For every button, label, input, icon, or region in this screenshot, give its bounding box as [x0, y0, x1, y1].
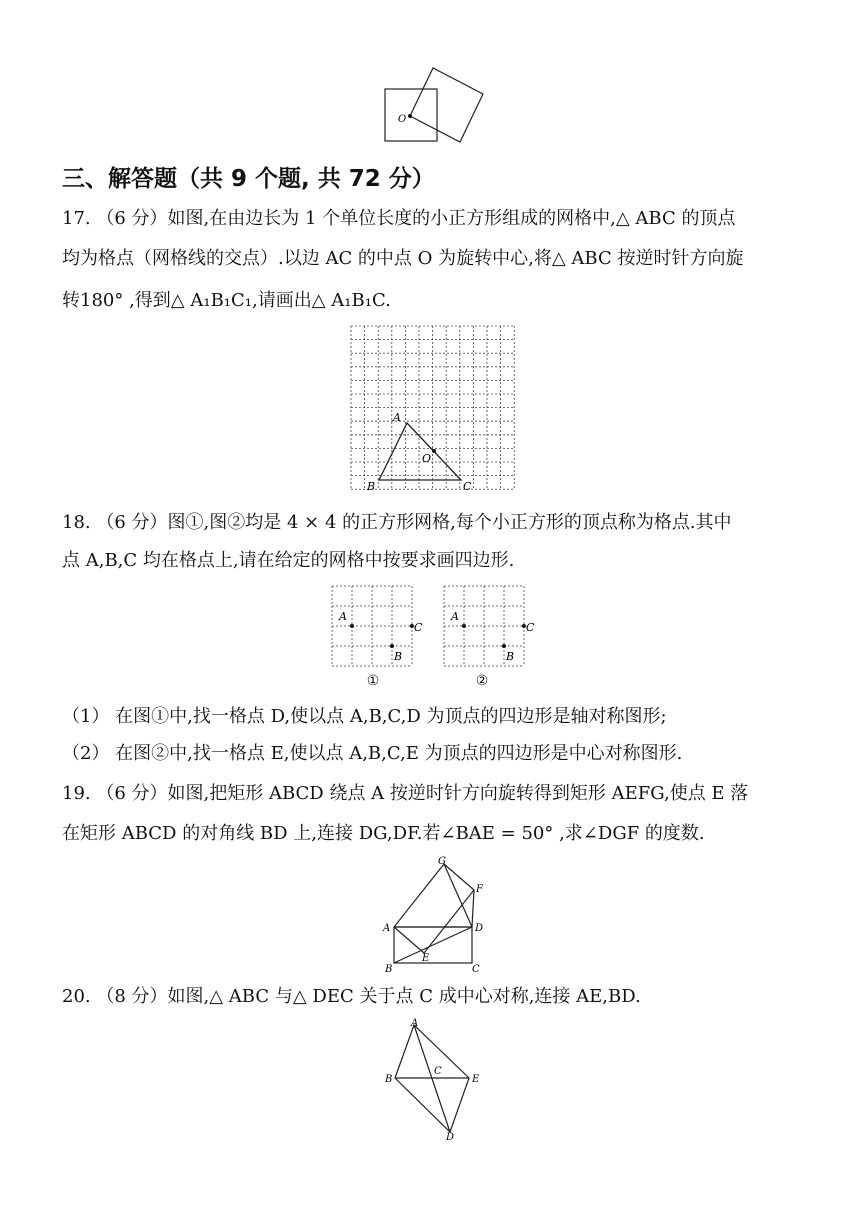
label-a: A — [339, 610, 347, 623]
label-b: B — [385, 964, 393, 975]
figure-2-caption: ② — [475, 673, 489, 689]
q18-line2: 点 A,B,C 均在格点上,请在给定的网格中按要求画四边形. — [62, 550, 515, 571]
rotated-squares-figure — [380, 62, 490, 148]
segment-dg — [444, 864, 472, 927]
label-b: B — [394, 650, 403, 663]
q17-line3: 转180° ,得到△ A₁B₁C₁,请画出△ A₁B₁C. — [62, 290, 391, 311]
label-c: C — [526, 621, 535, 634]
label-c: C — [463, 480, 472, 493]
q20-symmetry-figure — [382, 1016, 492, 1142]
q19-line1: 19. （6 分）如图,把矩形 ABCD 绕点 A 按逆时针方向旋转得到矩形 AEFG,使点 E 落 — [62, 783, 749, 804]
q18-line1: 18. （6 分）图①,图②均是 4 × 4 的正方形网格,每个小正方形的顶点称为格点.其中 — [62, 512, 732, 533]
point-b — [390, 644, 394, 648]
label-a: A — [411, 1018, 419, 1029]
point-b — [502, 644, 506, 648]
midpoint-o — [432, 449, 436, 453]
q19-rectangle-figure — [380, 852, 490, 978]
q18-part2: （2） 在图②中,找一格点 E,使以点 A,B,C,E 为顶点的四边形是中心对称图形. — [62, 743, 683, 764]
label-b: B — [506, 650, 515, 663]
diagonal-bd — [394, 927, 472, 963]
label-c: C — [434, 1066, 442, 1077]
label-a: A — [383, 923, 391, 934]
triangle-abc — [379, 423, 461, 480]
q18-part1: （1） 在图①中,找一格点 D,使以点 A,B,C,D 为顶点的四边形是轴对称图形; — [62, 706, 667, 727]
label-c: C — [414, 621, 423, 634]
label-b: B — [385, 1074, 393, 1085]
section-heading: 三、解答题（共 9 个题, 共 72 分） — [62, 166, 435, 192]
label-c: C — [472, 964, 480, 975]
label-b: B — [367, 480, 376, 493]
point-a — [350, 624, 354, 628]
label-a: A — [451, 610, 459, 623]
q17-line2: 均为格点（网格线的交点）.以边 AC 的中点 O 为旋转中心,将△ ABC 按逆时针方向旋 — [62, 248, 744, 269]
segment-df — [472, 890, 474, 927]
q17-grid-figure — [345, 322, 523, 498]
label-a: A — [393, 411, 401, 424]
rotated-square-outline — [410, 68, 483, 142]
center-point — [408, 114, 412, 118]
label-d: D — [446, 1132, 455, 1143]
label-e: E — [422, 953, 430, 964]
q19-line2: 在矩形 ABCD 的对角线 BD 上,连接 DG,DF.若∠BAE = 50° ,求∠DGF 的度数. — [62, 823, 705, 844]
dashed-grid — [351, 326, 514, 489]
point-a — [462, 624, 466, 628]
label-g: G — [438, 856, 446, 867]
label-o: O — [398, 114, 407, 125]
label-f: F — [476, 884, 483, 895]
q18-figure-1 — [330, 584, 423, 670]
q20-line1: 20. （8 分）如图,△ ABC 与△ DEC 关于点 C 成中心对称,连接 AE,BD. — [62, 986, 641, 1007]
figure-1-caption: ① — [366, 673, 380, 689]
label-d: D — [475, 923, 484, 934]
q17-line1: 17. （6 分）如图,在由边长为 1 个单位长度的小正方形组成的网格中,△ ABC 的顶点 — [62, 208, 736, 229]
rectangle-aefg — [394, 864, 474, 953]
label-e: E — [472, 1074, 480, 1085]
q18-figure-2 — [442, 584, 538, 670]
label-o: O — [422, 452, 432, 465]
